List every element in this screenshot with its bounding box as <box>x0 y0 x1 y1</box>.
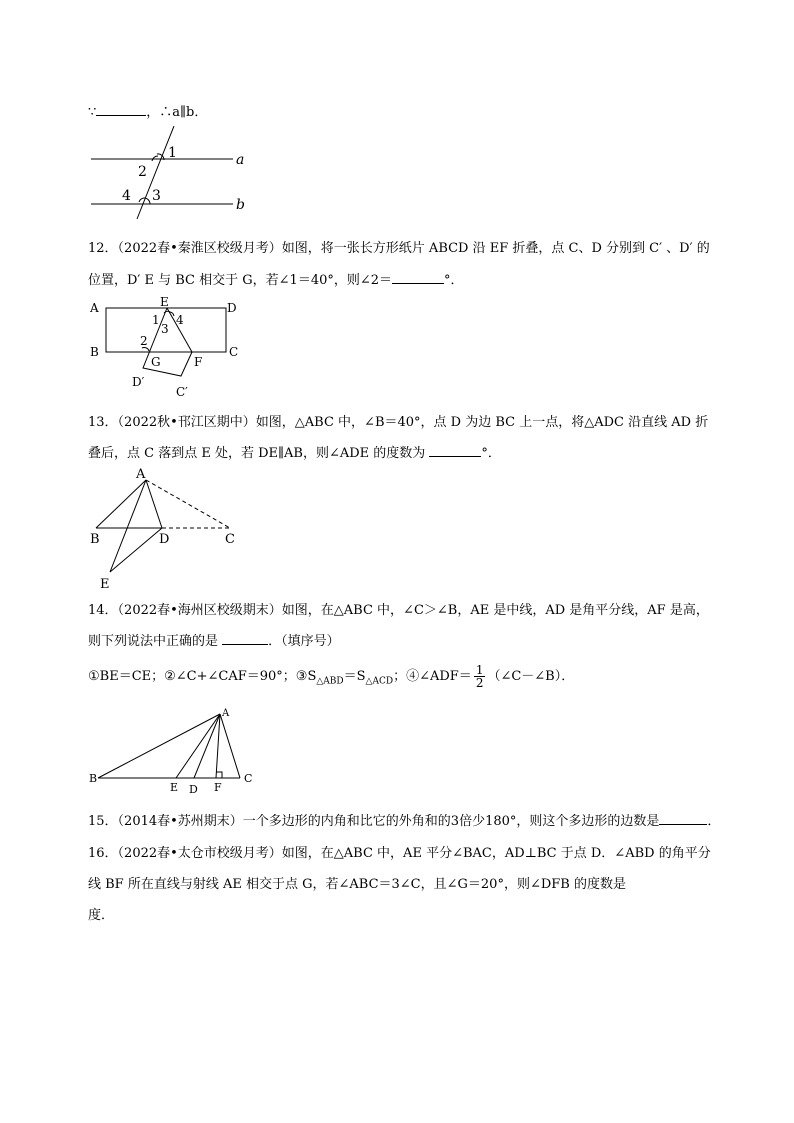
q14-label-B: B <box>89 772 98 785</box>
q16-line3: 度． <box>88 908 115 923</box>
angle-label-2: 2 <box>138 164 147 180</box>
q14-label-A: A <box>222 708 230 719</box>
q12-degree: °． <box>444 273 464 288</box>
angle-label-3: 3 <box>152 188 161 204</box>
q13-label-A: A <box>136 467 146 482</box>
q12-line2-text: 位置，D′ E 与 BC 相交于 G，若∠1＝40°，则∠2＝ <box>88 273 393 288</box>
q16-line1: 16．（2022春•太仓市校级月考）如图，在△ABC 中，AE 平分∠BAC，AD⊥BC 于点 D．∠ABD 的角平分 <box>88 846 711 861</box>
angle-label-1: 1 <box>168 145 177 161</box>
q14-label-E: E <box>170 781 179 794</box>
q12-angle-4: 4 <box>176 313 184 327</box>
q13-line2-text: 叠后，点 C 落到点 E 处，若 DE∥AB，则∠ADE 的度数为 <box>88 446 430 461</box>
q14-line2 <box>88 632 340 651</box>
q14-triangle-figure <box>88 702 268 794</box>
q12-label-Dprime: D′ <box>132 375 145 389</box>
q12-label-F: F <box>194 355 203 369</box>
q13-label-C: C <box>225 532 235 547</box>
q16-line2: 线 BF 所在直线与射线 AE 相交于点 G，若∠ABC＝3∠C，且∠G＝20°，则∠DFB 的度数是 <box>88 877 626 892</box>
angle-label-4: 4 <box>122 188 131 204</box>
q15-text: 15．（2014春•苏州期末）一个多边形的内角和比它的外角和的3倍少180°，则这个多边形的边数是 <box>88 814 660 829</box>
q13-line2 <box>88 444 501 463</box>
q13-triangle-fold-figure <box>88 464 248 592</box>
q13-degree: °． <box>481 446 501 461</box>
line-label-a: a <box>236 152 245 168</box>
q14-line2-text: 则下列说法中正确的是 <box>88 634 223 649</box>
q14-frac-num: 1 <box>475 663 484 677</box>
q15-line <box>88 812 720 831</box>
q12-answer-blank <box>392 271 444 284</box>
q14-answer-blank <box>222 632 268 645</box>
q14-opt-part2: ＝S <box>343 669 366 684</box>
q12-label-D: D <box>227 301 237 315</box>
q12-line2 <box>88 271 464 290</box>
q14-opt-part1: ①BE＝CE；②∠C+∠CAF＝90°；③S <box>88 669 317 684</box>
parallel-lines-figure <box>88 124 258 219</box>
q12-label-C: C <box>229 345 239 359</box>
q14-label-D: D <box>189 783 198 796</box>
q15-end: ． <box>707 814 721 829</box>
q12-label-B: B <box>90 345 99 359</box>
q14-sub-acd: △ACD <box>365 676 394 687</box>
q13-answer-blank <box>429 444 481 457</box>
q12-angle-3: 3 <box>161 322 169 336</box>
q14-fraction <box>474 664 486 689</box>
intro-tail: ，∴a∥b． <box>146 105 208 120</box>
because-symbol: ∵ <box>88 105 97 120</box>
line-label-b: b <box>236 197 245 213</box>
q13-label-B: B <box>90 532 100 547</box>
q14-opt-part4: （∠C－∠B）． <box>487 669 575 684</box>
q14-frac-den: 2 <box>475 676 484 690</box>
q14-line1: 14．（2022春•海州区校级期末）如图，在△ABC 中，∠C＞∠B，AE 是中线，AD 是角平分线，AF 是高， <box>88 603 709 618</box>
q14-fill-note: ．（填序号） <box>268 634 340 649</box>
q15-answer-blank <box>659 812 707 825</box>
q14-sub-abd: △ABD <box>316 676 344 687</box>
q13-label-D: D <box>159 532 170 547</box>
intro-line <box>88 103 207 122</box>
q12-line1: 12．（2022春•秦淮区校级月考）如图，将一张长方形纸片 ABCD 沿 EF 折叠，点 C、D 分别到 C′ 、D′ 的 <box>88 241 710 256</box>
q12-angle-1: 1 <box>152 313 160 327</box>
q12-angle-2: 2 <box>140 334 148 348</box>
q12-label-E: E <box>160 295 169 309</box>
q12-folded-rectangle-figure <box>88 296 248 406</box>
q12-label-G: G <box>151 355 161 369</box>
q14-options <box>88 664 574 694</box>
q12-label-Cprime: C′ <box>176 385 188 399</box>
q14-opt-part3: ；④∠ADF＝ <box>393 669 472 684</box>
q14-label-F: F <box>214 781 222 794</box>
q13-line1: 13．（2022秋•邗江区期中）如图，△ABC 中，∠B＝40°，点 D 为边 BC 上一点，将△ADC 沿直线 AD 折 <box>88 415 709 430</box>
q14-label-C: C <box>244 772 253 785</box>
answer-blank <box>96 103 146 116</box>
q13-label-E: E <box>100 577 110 592</box>
q12-label-A: A <box>90 301 99 315</box>
